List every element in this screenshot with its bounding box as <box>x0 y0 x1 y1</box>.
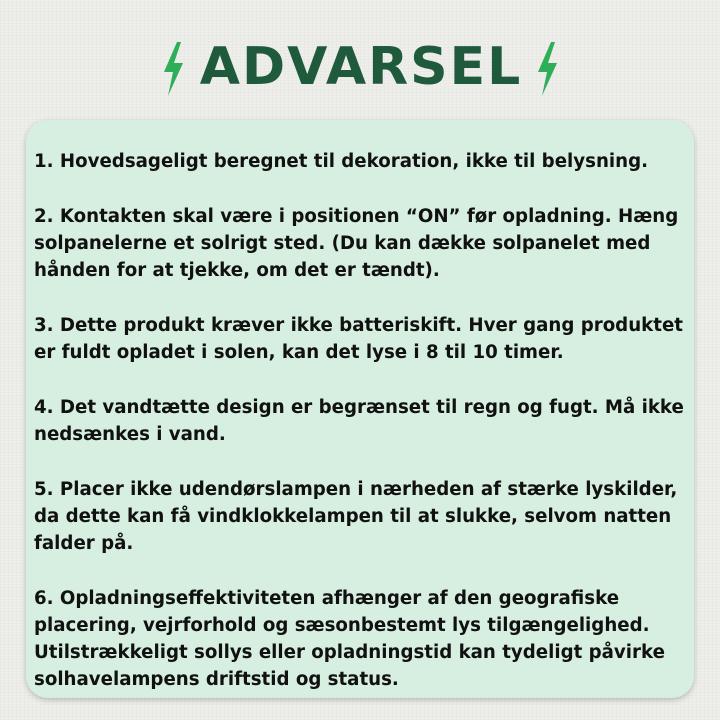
warning-item-6: 6. Opladningseffektiviteten afhænger af den geografiske placering, vejrforhold og sæsonbestemt lys tilgængelighed. Utilstrækkeligt sollys eller opladningstid kan tydeligt påvirke solhavelampens driftstid og status. <box>34 588 665 690</box>
warning-item-1: 1. Hovedsageligt beregnet til dekoration, ikke til belysning. <box>34 151 649 172</box>
warning-item-3: 3. Dette produkt kræver ikke batteriskift. Hver gang produktet er fuldt opladet i solen, kan det lyse i 8 til 10 timer. <box>34 315 683 363</box>
lightning-bolt-icon <box>160 41 186 97</box>
warning-title: ADVARSEL <box>199 37 523 97</box>
warning-item-5: 5. Placer ikke udendørslampen i nærheden af stærke lyskilder, da dette kan få vindklokkelampen til at slukke, selvom natten falder på. <box>34 479 678 554</box>
warning-item-2: 2. Kontakten skal være i positionen “ON” før opladning. Hæng solpanelerne et solrigt sted. (Du kan dække solpanelet med hånden for at tjekke, om det er tændt). <box>34 206 679 281</box>
warning-card <box>26 120 694 698</box>
lightning-bolt-icon <box>534 41 560 97</box>
warning-item-4: 4. Det vandtætte design er begrænset til regn og fugt. Må ikke nedsænkes i vand. <box>34 397 684 445</box>
warning-header <box>0 22 720 112</box>
